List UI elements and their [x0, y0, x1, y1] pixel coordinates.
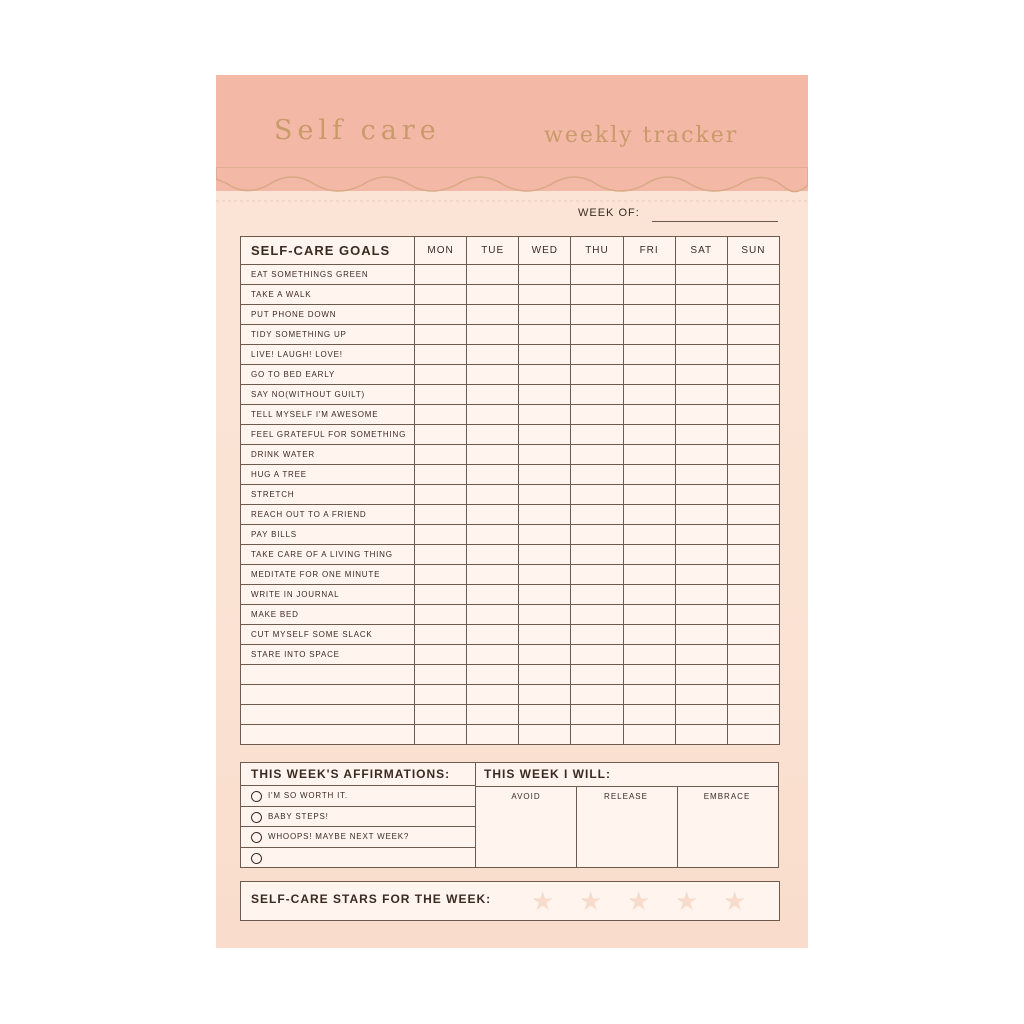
col-avoid: AVOID — [511, 792, 541, 801]
check-cell[interactable] — [519, 625, 571, 645]
check-cell[interactable] — [467, 565, 519, 585]
check-cell[interactable] — [519, 285, 571, 305]
check-cell[interactable] — [519, 425, 571, 445]
check-cell[interactable] — [415, 485, 467, 505]
affirmations-title: THIS WEEK'S AFFIRMATIONS: — [251, 767, 451, 781]
check-cell[interactable] — [519, 685, 571, 705]
check-cell[interactable] — [415, 345, 467, 365]
check-cell[interactable] — [571, 305, 623, 325]
check-cell[interactable] — [727, 325, 779, 345]
goal-label: STRETCH — [241, 485, 415, 505]
check-cell[interactable] — [675, 485, 727, 505]
goal-label: MEDITATE FOR ONE MINUTE — [241, 565, 415, 585]
table-row — [241, 605, 780, 625]
goal-label — [241, 705, 415, 725]
check-cell[interactable] — [623, 285, 675, 305]
title-self-care: Self care — [274, 115, 441, 146]
this-week-title: THIS WEEK I WILL: — [484, 767, 611, 781]
radio-circle-icon[interactable] — [251, 832, 262, 843]
check-cell[interactable] — [675, 645, 727, 665]
table-row — [241, 545, 780, 565]
affirmation-text: BABY STEPS! — [268, 811, 329, 821]
check-cell[interactable] — [519, 505, 571, 525]
check-cell[interactable] — [727, 585, 779, 605]
title-weekly-tracker: weekly tracker — [544, 123, 739, 148]
check-cell[interactable] — [623, 625, 675, 645]
check-cell[interactable] — [519, 585, 571, 605]
day-header-mon: MON — [415, 237, 467, 265]
goal-label: EAT SOMETHINGS GREEN — [241, 265, 415, 285]
check-cell[interactable] — [467, 345, 519, 365]
check-cell[interactable] — [727, 425, 779, 445]
goal-label: PAY BILLS — [241, 525, 415, 545]
check-cell[interactable] — [727, 545, 779, 565]
table-row — [241, 425, 780, 445]
affirmation-text: I'M SO WORTH IT. — [268, 791, 348, 800]
check-cell[interactable] — [467, 545, 519, 565]
check-cell[interactable] — [623, 725, 675, 745]
check-cell[interactable] — [519, 605, 571, 625]
tracker-sheet — [216, 75, 808, 948]
check-cell[interactable] — [519, 385, 571, 405]
check-cell[interactable] — [675, 725, 727, 745]
table-row — [241, 705, 780, 725]
check-cell[interactable] — [675, 525, 727, 545]
embrace-field[interactable] — [681, 803, 773, 863]
check-cell[interactable] — [519, 325, 571, 345]
check-cell[interactable] — [415, 525, 467, 545]
affirmation-text: WHOOPS! MAYBE NEXT WEEK? — [268, 832, 410, 841]
check-cell[interactable] — [623, 485, 675, 505]
check-cell[interactable] — [415, 285, 467, 305]
check-cell[interactable] — [467, 365, 519, 385]
goals-table — [240, 236, 780, 745]
this-week-box — [475, 762, 779, 868]
check-cell[interactable] — [675, 605, 727, 625]
check-cell[interactable] — [727, 285, 779, 305]
check-cell[interactable] — [519, 265, 571, 285]
star-icon[interactable]: ★ — [723, 886, 747, 916]
check-cell[interactable] — [467, 665, 519, 685]
check-cell[interactable] — [675, 665, 727, 685]
check-cell[interactable] — [727, 385, 779, 405]
check-cell[interactable] — [467, 645, 519, 665]
goal-label: TAKE CARE OF A LIVING THING — [241, 545, 415, 565]
day-header-wed: WED — [519, 237, 571, 265]
check-cell[interactable] — [571, 425, 623, 445]
star-icon[interactable]: ★ — [531, 886, 555, 916]
check-cell[interactable] — [623, 565, 675, 585]
check-cell[interactable] — [467, 325, 519, 345]
affirmation-item — [241, 806, 476, 826]
this-week-divider — [476, 786, 778, 787]
check-cell[interactable] — [675, 565, 727, 585]
check-cell[interactable] — [415, 605, 467, 625]
check-cell[interactable] — [675, 625, 727, 645]
check-cell[interactable] — [467, 425, 519, 445]
table-row — [241, 265, 780, 285]
check-cell[interactable] — [519, 545, 571, 565]
table-header-row — [241, 237, 780, 265]
check-cell[interactable] — [519, 645, 571, 665]
goal-label: FEEL GRATEFUL FOR SOMETHING — [241, 425, 415, 445]
check-cell[interactable] — [623, 465, 675, 485]
table-row — [241, 345, 780, 365]
day-header-fri: FRI — [623, 237, 675, 265]
check-cell[interactable] — [571, 705, 623, 725]
check-cell[interactable] — [727, 565, 779, 585]
table-row — [241, 445, 780, 465]
check-cell[interactable] — [467, 265, 519, 285]
check-cell[interactable] — [727, 685, 779, 705]
check-cell[interactable] — [467, 285, 519, 305]
check-cell[interactable] — [467, 525, 519, 545]
check-cell[interactable] — [675, 465, 727, 485]
goal-label: CUT MYSELF SOME SLACK — [241, 625, 415, 645]
check-cell[interactable] — [623, 665, 675, 685]
table-row — [241, 685, 780, 705]
check-cell[interactable] — [727, 305, 779, 325]
check-cell[interactable] — [415, 645, 467, 665]
radio-circle-icon[interactable] — [251, 853, 262, 864]
check-cell[interactable] — [571, 325, 623, 345]
check-cell[interactable] — [571, 545, 623, 565]
goal-label: HUG A TREE — [241, 465, 415, 485]
goal-label: TAKE A WALK — [241, 285, 415, 305]
table-row — [241, 725, 780, 745]
check-cell[interactable] — [519, 465, 571, 485]
check-cell[interactable] — [415, 405, 467, 425]
check-cell[interactable] — [623, 545, 675, 565]
check-cell[interactable] — [571, 465, 623, 485]
check-cell[interactable] — [571, 665, 623, 685]
check-cell[interactable] — [675, 385, 727, 405]
check-cell[interactable] — [415, 545, 467, 565]
check-cell[interactable] — [727, 365, 779, 385]
check-cell[interactable] — [571, 585, 623, 605]
stars-box — [240, 881, 780, 921]
table-row — [241, 385, 780, 405]
check-cell[interactable] — [571, 385, 623, 405]
check-cell[interactable] — [571, 685, 623, 705]
check-cell[interactable] — [467, 465, 519, 485]
check-cell[interactable] — [675, 305, 727, 325]
check-cell[interactable] — [675, 285, 727, 305]
goal-label: REACH OUT TO A FRIEND — [241, 505, 415, 525]
check-cell[interactable] — [415, 385, 467, 405]
day-header-thu: THU — [571, 237, 623, 265]
check-cell[interactable] — [467, 625, 519, 645]
check-cell[interactable] — [519, 345, 571, 365]
check-cell[interactable] — [519, 365, 571, 385]
check-cell[interactable] — [727, 445, 779, 465]
check-cell[interactable] — [415, 445, 467, 465]
radio-circle-icon[interactable] — [251, 791, 262, 802]
table-row — [241, 585, 780, 605]
check-cell[interactable] — [571, 525, 623, 545]
check-cell[interactable] — [467, 605, 519, 625]
goal-label: GO TO BED EARLY — [241, 365, 415, 385]
check-cell[interactable] — [623, 445, 675, 465]
check-cell[interactable] — [727, 665, 779, 685]
col-embrace: EMBRACE — [703, 792, 751, 801]
check-cell[interactable] — [675, 345, 727, 365]
check-cell[interactable] — [623, 265, 675, 285]
check-cell[interactable] — [727, 705, 779, 725]
check-cell[interactable] — [571, 565, 623, 585]
affirmations-box — [240, 762, 476, 868]
release-field[interactable] — [580, 803, 672, 863]
check-cell[interactable] — [519, 525, 571, 545]
radio-circle-icon[interactable] — [251, 812, 262, 823]
check-cell[interactable] — [727, 525, 779, 545]
check-cell[interactable] — [571, 345, 623, 365]
check-cell[interactable] — [623, 425, 675, 445]
stars-label: SELF-CARE STARS FOR THE WEEK: — [251, 892, 492, 906]
week-of-label: WEEK OF: — [578, 207, 640, 219]
check-cell[interactable] — [727, 485, 779, 505]
check-cell[interactable] — [623, 505, 675, 525]
check-cell[interactable] — [571, 405, 623, 425]
goal-label: MAKE BED — [241, 605, 415, 625]
check-cell[interactable] — [727, 465, 779, 485]
star-icon[interactable]: ★ — [675, 886, 699, 916]
check-cell[interactable] — [623, 585, 675, 605]
check-cell[interactable] — [467, 705, 519, 725]
table-row — [241, 305, 780, 325]
goal-label: DRINK WATER — [241, 445, 415, 465]
check-cell[interactable] — [727, 405, 779, 425]
goal-label: LIVE! LAUGH! LOVE! — [241, 345, 415, 365]
check-cell[interactable] — [675, 585, 727, 605]
table-row — [241, 525, 780, 545]
check-cell[interactable] — [415, 325, 467, 345]
table-row — [241, 505, 780, 525]
table-row — [241, 465, 780, 485]
check-cell[interactable] — [623, 705, 675, 725]
check-cell[interactable] — [571, 265, 623, 285]
check-cell[interactable] — [415, 685, 467, 705]
check-cell[interactable] — [623, 605, 675, 625]
affirmation-item — [241, 785, 476, 805]
check-cell[interactable] — [675, 325, 727, 345]
star-icon[interactable]: ★ — [627, 886, 651, 916]
check-cell[interactable] — [415, 265, 467, 285]
check-cell[interactable] — [571, 445, 623, 465]
check-cell[interactable] — [675, 545, 727, 565]
check-cell[interactable] — [675, 405, 727, 425]
check-cell[interactable] — [519, 565, 571, 585]
day-header-tue: TUE — [467, 237, 519, 265]
check-cell[interactable] — [623, 685, 675, 705]
check-cell[interactable] — [415, 585, 467, 605]
check-cell[interactable] — [571, 625, 623, 645]
check-cell[interactable] — [519, 725, 571, 745]
table-row — [241, 365, 780, 385]
check-cell[interactable] — [415, 365, 467, 385]
goal-label — [241, 725, 415, 745]
week-of-field[interactable] — [652, 221, 778, 222]
check-cell[interactable] — [675, 445, 727, 465]
check-cell[interactable] — [467, 725, 519, 745]
check-cell[interactable] — [727, 265, 779, 285]
check-cell[interactable] — [467, 585, 519, 605]
check-cell[interactable] — [519, 405, 571, 425]
check-cell[interactable] — [519, 705, 571, 725]
check-cell[interactable] — [571, 605, 623, 625]
check-cell[interactable] — [623, 345, 675, 365]
check-cell[interactable] — [519, 445, 571, 465]
check-cell[interactable] — [571, 505, 623, 525]
check-cell[interactable] — [415, 625, 467, 645]
check-cell[interactable] — [415, 505, 467, 525]
table-row — [241, 625, 780, 645]
check-cell[interactable] — [571, 365, 623, 385]
star-icon[interactable]: ★ — [579, 886, 603, 916]
day-header-sat: SAT — [675, 237, 727, 265]
table-row — [241, 665, 780, 685]
check-cell[interactable] — [675, 365, 727, 385]
check-cell[interactable] — [519, 305, 571, 325]
goal-label — [241, 685, 415, 705]
table-row — [241, 325, 780, 345]
check-cell[interactable] — [415, 565, 467, 585]
day-header-sun: SUN — [727, 237, 779, 265]
check-cell[interactable] — [623, 325, 675, 345]
goal-header: SELF-CARE GOALS — [241, 237, 415, 265]
check-cell[interactable] — [727, 345, 779, 365]
check-cell[interactable] — [571, 485, 623, 505]
check-cell[interactable] — [415, 305, 467, 325]
check-cell[interactable] — [675, 265, 727, 285]
check-cell[interactable] — [467, 685, 519, 705]
check-cell[interactable] — [727, 645, 779, 665]
check-cell[interactable] — [519, 485, 571, 505]
affirmation-item — [241, 847, 476, 867]
scalloped-edge — [216, 167, 808, 207]
check-cell[interactable] — [623, 385, 675, 405]
check-cell[interactable] — [571, 645, 623, 665]
check-cell[interactable] — [519, 665, 571, 685]
col-release: RELEASE — [604, 792, 648, 801]
check-cell[interactable] — [623, 645, 675, 665]
check-cell[interactable] — [467, 485, 519, 505]
goal-label: SAY NO(WITHOUT GUILT) — [241, 385, 415, 405]
goal-label: TELL MYSELF I'M AWESOME — [241, 405, 415, 425]
affirmation-item — [241, 826, 476, 846]
table-row — [241, 645, 780, 665]
goal-label: TIDY SOMETHING UP — [241, 325, 415, 345]
check-cell[interactable] — [415, 465, 467, 485]
check-cell[interactable] — [415, 665, 467, 685]
check-cell[interactable] — [675, 685, 727, 705]
check-cell[interactable] — [623, 525, 675, 545]
check-cell[interactable] — [571, 285, 623, 305]
check-cell[interactable] — [415, 705, 467, 725]
check-cell[interactable] — [675, 425, 727, 445]
check-cell[interactable] — [623, 365, 675, 385]
check-cell[interactable] — [623, 305, 675, 325]
check-cell[interactable] — [727, 505, 779, 525]
goal-label: STARE INTO SPACE — [241, 645, 415, 665]
check-cell[interactable] — [467, 445, 519, 465]
goal-label — [241, 665, 415, 685]
goal-label: PUT PHONE DOWN — [241, 305, 415, 325]
check-cell[interactable] — [727, 725, 779, 745]
check-cell[interactable] — [571, 725, 623, 745]
table-row — [241, 285, 780, 305]
table-row — [241, 565, 780, 585]
check-cell[interactable] — [415, 725, 467, 745]
check-cell[interactable] — [467, 385, 519, 405]
check-cell[interactable] — [727, 625, 779, 645]
check-cell[interactable] — [415, 425, 467, 445]
check-cell[interactable] — [467, 505, 519, 525]
avoid-field[interactable] — [480, 803, 572, 863]
check-cell[interactable] — [623, 405, 675, 425]
table-row — [241, 405, 780, 425]
check-cell[interactable] — [467, 405, 519, 425]
check-cell[interactable] — [675, 505, 727, 525]
check-cell[interactable] — [727, 605, 779, 625]
goal-label: WRITE IN JOURNAL — [241, 585, 415, 605]
check-cell[interactable] — [467, 305, 519, 325]
check-cell[interactable] — [675, 705, 727, 725]
table-row — [241, 485, 780, 505]
